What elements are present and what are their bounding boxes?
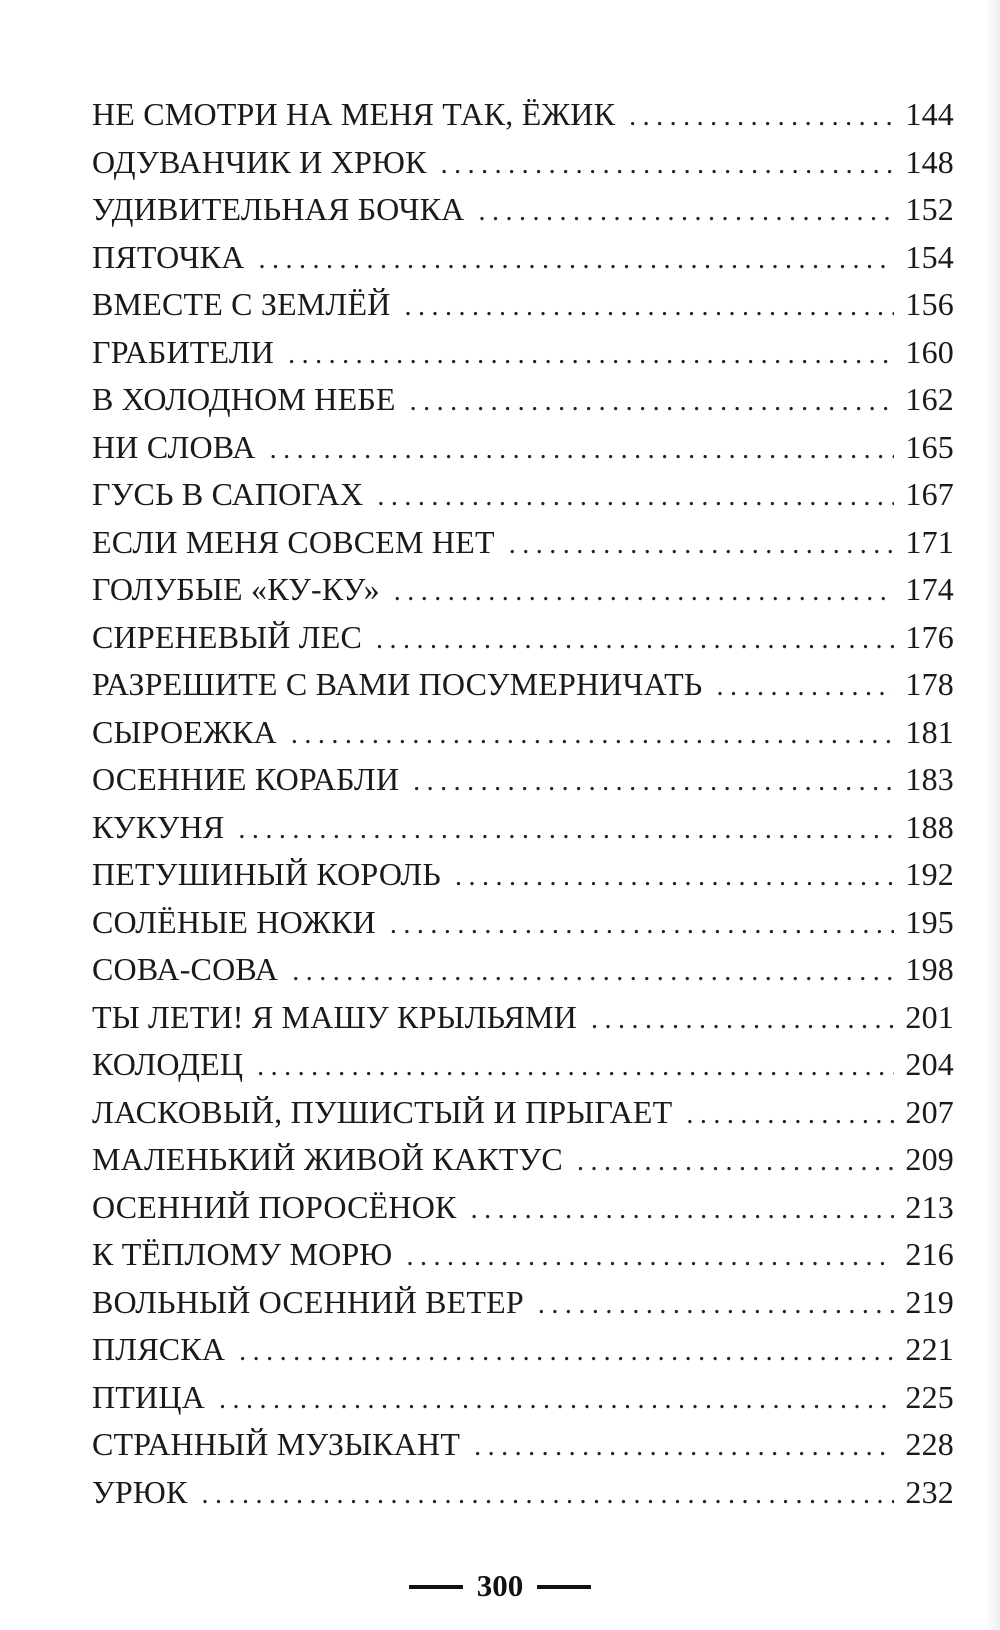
toc-entry-page: 178 — [905, 666, 954, 702]
toc-entry-title: ВМЕСТЕ С ЗЕМЛЁЙ — [92, 286, 391, 322]
em-dash-left — [409, 1585, 463, 1589]
dot-leader — [591, 1004, 894, 1036]
toc-entry-page: 192 — [905, 856, 954, 892]
dot-leader — [471, 1194, 894, 1226]
toc-entry-title: КОЛОДЕЦ — [92, 1046, 244, 1082]
toc-entry-title: В ХОЛОДНОМ НЕБЕ — [92, 381, 396, 417]
toc-entry-page: 207 — [905, 1093, 954, 1130]
toc-entry — [92, 476, 954, 524]
dot-leader — [219, 1384, 894, 1416]
toc-entry — [92, 1426, 954, 1474]
toc-entry-page: 198 — [905, 951, 954, 987]
toc-entry-title: СОЛЁНЫЕ НОЖКИ — [92, 903, 376, 940]
toc-entry-page: 154 — [905, 238, 954, 275]
toc-entry-title: ОДУВАНЧИК И ХРЮК — [92, 143, 427, 180]
toc-entry-page: 160 — [905, 333, 954, 370]
dot-leader — [394, 576, 894, 608]
toc-entry — [92, 524, 954, 572]
toc-entry-page: 162 — [905, 381, 954, 417]
toc-entry-title: ВОЛЬНЫЙ ОСЕННИЙ ВЕТЕР — [92, 1283, 524, 1320]
toc-entry-page: 176 — [905, 618, 954, 655]
dot-leader — [538, 1289, 894, 1321]
toc-entry-title: СЫРОЕЖКА — [92, 713, 277, 750]
toc-entry-page: 165 — [905, 428, 954, 465]
toc-entry — [92, 714, 954, 762]
dot-leader — [509, 529, 894, 561]
toc-entry-title: НИ СЛОВА — [92, 428, 256, 465]
toc-entry-page: 171 — [905, 523, 954, 560]
toc-entry-page: 216 — [905, 1236, 954, 1272]
toc-entry-title: КУКУНЯ — [92, 808, 225, 845]
dot-leader — [577, 1146, 894, 1178]
dot-leader — [390, 909, 894, 941]
toc-entry-page: 181 — [905, 713, 954, 750]
page-edge-shadow — [986, 0, 1000, 1630]
toc-entry — [92, 286, 954, 334]
toc-entry-page: 213 — [905, 1188, 954, 1225]
dot-leader — [377, 481, 894, 513]
toc-entry — [92, 761, 954, 809]
page-number: 300 — [476, 1568, 524, 1603]
toc-entry — [92, 381, 954, 429]
toc-entry-page: 219 — [905, 1283, 954, 1320]
toc-entry-title: УРЮК — [92, 1473, 188, 1510]
toc-entry — [92, 191, 954, 239]
toc-entry-title: ПЛЯСКА — [92, 1331, 226, 1367]
toc-entry — [92, 1474, 954, 1522]
toc-entry-title: СИРЕНЕВЫЙ ЛЕС — [92, 618, 363, 655]
toc-entry — [92, 1331, 954, 1379]
em-dash-right — [537, 1585, 591, 1589]
toc-entry — [92, 1094, 954, 1142]
dot-leader — [202, 1479, 895, 1511]
toc-entry-title: МАЛЕНЬКИЙ ЖИВОЙ КАКТУС — [92, 1141, 563, 1177]
toc-entry-page: 204 — [905, 1046, 954, 1082]
toc-entry-page: 167 — [905, 476, 954, 512]
toc-entry-title: РАЗРЕШИТЕ С ВАМИ ПОСУМЕРНИЧАТЬ — [92, 666, 703, 702]
toc-entry — [92, 1141, 954, 1189]
dot-leader — [376, 624, 894, 656]
toc-entry-title: НЕ СМОТРИ НА МЕНЯ ТАК, ЁЖИК — [92, 96, 616, 132]
dot-leader — [455, 861, 894, 893]
dot-leader — [410, 386, 894, 418]
toc-entry-title: ЛАСКОВЫЙ, ПУШИСТЫЙ И ПРЫГАЕТ — [92, 1093, 673, 1130]
toc-entry-title: ОСЕННИЙ ПОРОСЁНОК — [92, 1188, 457, 1225]
dot-leader — [405, 291, 894, 323]
toc-entry-title: ГУСЬ В САПОГАХ — [92, 476, 364, 512]
toc-entry-page: 183 — [905, 761, 954, 797]
toc-entry — [92, 1236, 954, 1284]
toc-entry — [92, 334, 954, 382]
dot-leader — [259, 244, 894, 276]
toc-entry — [92, 951, 954, 999]
toc-entry-title: ТЫ ЛЕТИ! Я МАШУ КРЫЛЬЯМИ — [92, 998, 577, 1035]
dot-leader — [238, 814, 894, 846]
toc-entry-title: ГОЛУБЫЕ «КУ-КУ» — [92, 571, 380, 607]
toc-entry-page: 174 — [905, 571, 954, 607]
toc-entry-page: 209 — [905, 1141, 954, 1177]
toc-entry-page: 188 — [905, 808, 954, 845]
table-of-contents — [92, 96, 954, 1521]
toc-entry-page: 232 — [905, 1473, 954, 1510]
toc-entry-page: 152 — [905, 191, 954, 227]
toc-entry — [92, 999, 954, 1047]
toc-entry-title: ГРАБИТЕЛИ — [92, 333, 275, 370]
toc-entry-page: 225 — [905, 1378, 954, 1415]
toc-entry — [92, 1046, 954, 1094]
toc-entry — [92, 144, 954, 192]
toc-entry-page: 228 — [905, 1426, 954, 1462]
toc-entry-page: 221 — [905, 1331, 954, 1367]
dot-leader — [716, 671, 894, 703]
toc-entry-page: 201 — [905, 998, 954, 1035]
toc-entry — [92, 239, 954, 287]
dot-leader — [291, 719, 894, 751]
toc-entry — [92, 96, 954, 144]
toc-entry-title: ПТИЦА — [92, 1378, 205, 1415]
toc-entry-title: СОВА-СОВА — [92, 951, 279, 987]
toc-entry-page: 144 — [905, 96, 954, 132]
page-number-footer — [0, 1568, 1000, 1604]
dot-leader — [474, 1431, 894, 1463]
dot-leader — [239, 1336, 894, 1368]
toc-entry-title: К ТЁПЛОМУ МОРЮ — [92, 1236, 393, 1272]
toc-entry — [92, 429, 954, 477]
toc-entry — [92, 666, 954, 714]
dot-leader — [270, 434, 894, 466]
toc-entry-title: СТРАННЫЙ МУЗЫКАНТ — [92, 1426, 461, 1462]
toc-entry — [92, 619, 954, 667]
toc-entry-page: 148 — [905, 143, 954, 180]
dot-leader — [441, 149, 894, 181]
toc-entry — [92, 904, 954, 952]
toc-entry-title: ОСЕННИЕ КОРАБЛИ — [92, 761, 400, 797]
toc-entry — [92, 856, 954, 904]
toc-entry-title: УДИВИТЕЛЬНАЯ БОЧКА — [92, 191, 465, 227]
toc-entry — [92, 1189, 954, 1237]
dot-leader — [292, 956, 894, 988]
dot-leader — [413, 766, 894, 798]
toc-entry-title: ЕСЛИ МЕНЯ СОВСЕМ НЕТ — [92, 523, 495, 560]
toc-entry — [92, 1284, 954, 1332]
dot-leader — [407, 1241, 894, 1273]
toc-entry — [92, 1379, 954, 1427]
dot-leader — [257, 1051, 894, 1083]
dot-leader — [478, 196, 894, 228]
toc-entry-page: 156 — [905, 286, 954, 322]
toc-entry-title: ПЕТУШИНЫЙ КОРОЛЬ — [92, 856, 442, 892]
toc-entry-title: ПЯТОЧКА — [92, 238, 245, 275]
dot-leader — [288, 339, 894, 371]
dot-leader — [629, 101, 894, 133]
dot-leader — [686, 1099, 894, 1131]
toc-entry-page: 195 — [905, 903, 954, 940]
toc-entry — [92, 809, 954, 857]
toc-entry — [92, 571, 954, 619]
